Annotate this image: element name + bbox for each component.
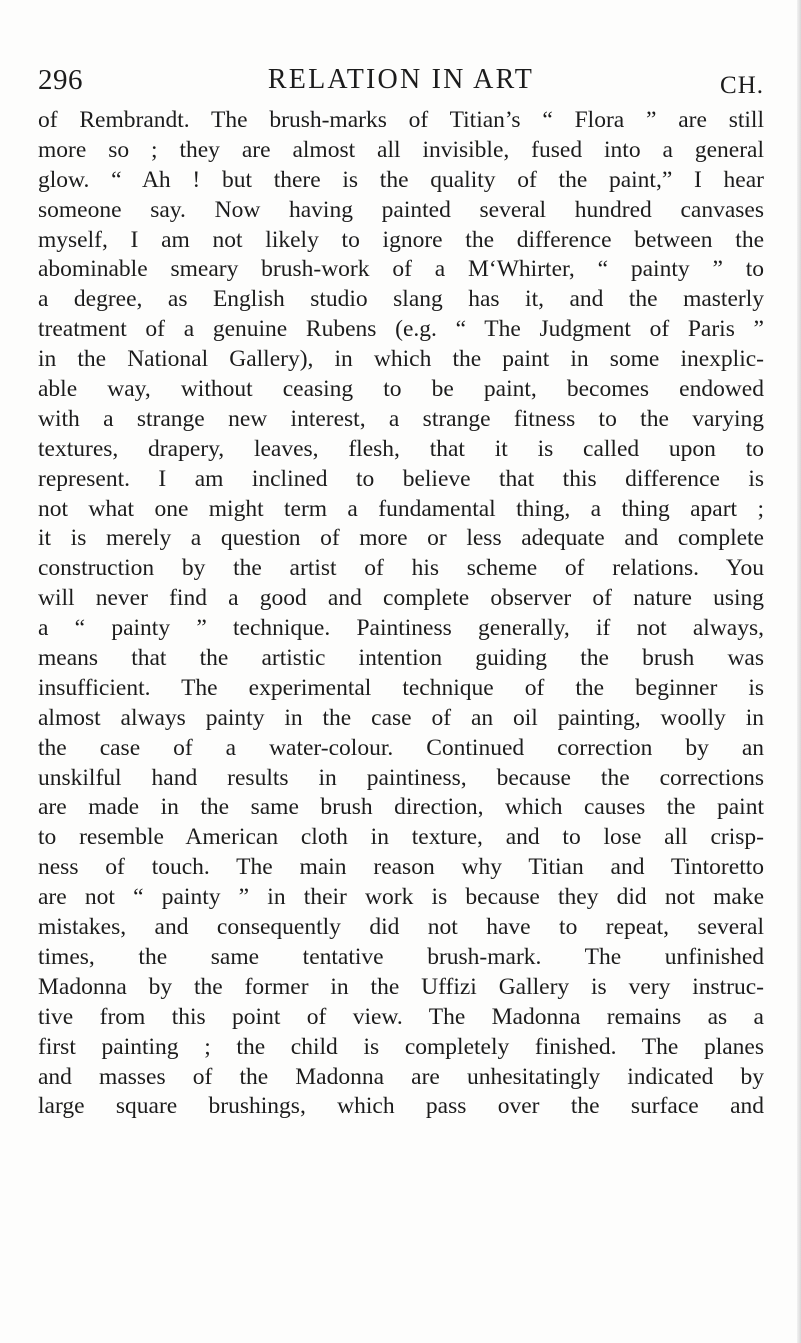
text-line: able way, without ceasing to be paint, becomes endowed <box>38 376 764 403</box>
text-line: means that the artistic intention guiding the brush was <box>38 645 764 672</box>
text-line: treatment of a genuine Rubens (e.g. “ The Judgment of Paris ” <box>38 316 764 343</box>
text-line: times, the same tentative brush-mark. The unfinished <box>38 943 764 970</box>
page-edge-shadow <box>797 0 801 1343</box>
text-line: will never find a good and complete observer of nature using <box>38 585 764 612</box>
text-line: large square brushings, which pass over the surface and <box>38 1093 764 1120</box>
text-line: a degree, as English studio slang has it, and the masterly <box>38 286 764 313</box>
running-title: RELATION IN ART <box>267 64 535 95</box>
text-line: represent. I am inclined to believe that this difference is <box>38 465 764 492</box>
text-line: almost always painty in the case of an oil painting, woolly in <box>38 704 764 731</box>
text-line: construction by the artist of his scheme of relations. You <box>38 555 764 582</box>
text-line: abominable smeary brush-work of a M‘Whirter, “ painty ” to <box>38 256 764 283</box>
text-line: insufficient. The experimental technique of the beginner is <box>38 674 764 701</box>
text-line: more so ; they are almost all invisible, fused into a general <box>38 136 764 163</box>
text-line: ness of touch. The main reason why Titian and Tintoretto <box>38 854 764 881</box>
text-line: with a strange new interest, a strange fitness to the varying <box>38 405 764 432</box>
text-line: and masses of the Madonna are unhesitatingly indicated by <box>38 1063 764 1090</box>
text-line: it is merely a question of more or less adequate and complete <box>38 525 764 552</box>
text-line: are made in the same brush direction, which causes the paint <box>38 794 764 821</box>
page-number: 296 <box>38 64 83 96</box>
chapter-abbreviation: CH. <box>720 72 764 99</box>
text-line: are not “ painty ” in their work is because they did not make <box>38 884 764 911</box>
text-line: of Rembrandt. The brush-marks of Titian’s “ Flora ” are still <box>38 107 764 133</box>
text-line: in the National Gallery), in which the paint in some inexplic- <box>38 346 764 373</box>
text-line: to resemble American cloth in texture, and to lose all crisp- <box>38 824 764 851</box>
text-line: a “ painty ” technique. Paintiness generally, if not always, <box>38 615 764 642</box>
text-line: myself, I am not likely to ignore the difference between the <box>38 226 764 253</box>
text-line: first painting ; the child is completely finished. The planes <box>38 1033 764 1060</box>
text-line: mistakes, and consequently did not have to repeat, several <box>38 914 764 941</box>
page-header <box>38 64 764 104</box>
text-line: Madonna by the former in the Uffizi Gallery is very instruc- <box>38 973 764 1000</box>
text-line: textures, drapery, leaves, flesh, that it is called upon to <box>38 435 764 462</box>
text-line: glow. “ Ah ! but there is the quality of the paint,” I hear <box>38 166 764 193</box>
text-line: not what one might term a fundamental thing, a thing apart ; <box>38 495 764 522</box>
text-line: someone say. Now having painted several hundred canvases <box>38 196 764 223</box>
text-line: the case of a water-colour. Continued correction by an <box>38 734 764 761</box>
text-line: tive from this point of view. The Madonna remains as a <box>38 1003 764 1030</box>
body-paragraph <box>38 106 764 1122</box>
text-line: unskilful hand results in paintiness, because the corrections <box>38 764 764 791</box>
